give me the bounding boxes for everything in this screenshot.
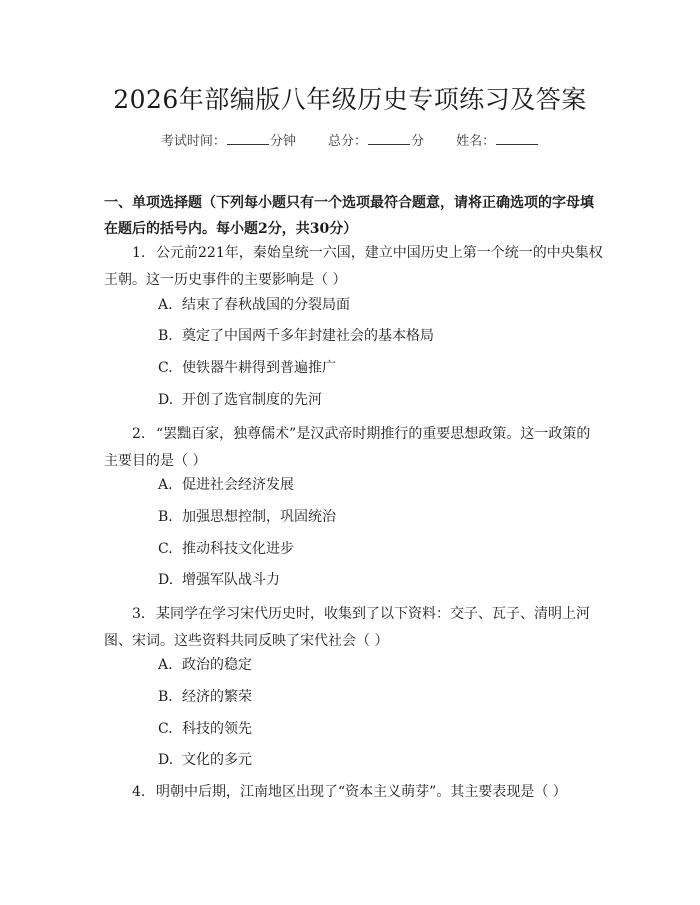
option-letter: B.	[158, 328, 173, 344]
option-text: 奠定了中国两千多年封建社会的基本格局	[182, 328, 434, 344]
option-letter: A.	[158, 657, 173, 673]
exam-info-line	[0, 132, 700, 151]
option-letter: C.	[158, 721, 173, 737]
question-3-option-b	[158, 687, 252, 707]
question-stem: 公元前221年，秦始皇统一六国，建立中国历史上第一个统一的中央集权王朝。这一历史事件的主要影响是（ ）	[104, 245, 603, 288]
exam-time-blank	[227, 132, 269, 145]
question-2	[104, 421, 604, 475]
question-number: 2.	[132, 426, 146, 442]
question-3-option-a	[158, 655, 252, 675]
question-2-option-a	[158, 475, 294, 495]
total-score-blank	[368, 132, 410, 145]
name-label: 姓名：	[456, 134, 496, 149]
question-1	[104, 240, 604, 294]
question-stem: “罢黜百家，独尊儒术”是汉武帝时期推行的重要思想政策。这一政策的主要目的是（ ）	[104, 426, 591, 469]
name-field	[456, 132, 539, 151]
option-text: 加强思想控制，巩固统治	[182, 509, 336, 525]
question-number: 1.	[132, 245, 146, 261]
option-letter: D.	[158, 392, 174, 408]
name-blank	[496, 132, 538, 145]
question-3-option-c	[158, 719, 252, 739]
question-1-option-d	[158, 390, 322, 410]
option-text: 经济的繁荣	[182, 689, 252, 705]
question-3-option-d	[158, 750, 252, 770]
option-letter: D.	[158, 752, 174, 768]
option-letter: D.	[158, 572, 174, 588]
question-2-option-b	[158, 507, 336, 527]
exam-time-field	[161, 132, 296, 151]
option-text: 推动科技文化进步	[182, 541, 294, 557]
option-text: 使铁器牛耕得到普遍推广	[182, 360, 336, 376]
question-number: 3.	[132, 606, 146, 622]
page-title: 2026年部编版八年级历史专项练习及答案	[113, 85, 587, 114]
exam-time-unit: 分钟	[269, 134, 296, 149]
total-score-unit: 分	[411, 134, 425, 149]
question-2-option-c	[158, 539, 294, 559]
option-letter: A.	[158, 297, 173, 313]
question-1-option-c	[158, 358, 336, 378]
option-text: 政治的稳定	[182, 657, 252, 673]
option-text: 促进社会经济发展	[182, 477, 294, 493]
question-stem: 某同学在学习宋代历史时，收集到了以下资料：交子、瓦子、清明上河图、宋词。这些资料共同反映了宋代社会（ ）	[104, 606, 590, 649]
section-heading: 一、单项选择题（下列每小题只有一个选项最符合题意，请将正确选项的字母填在题后的括号内。每小题2分，共30分）	[104, 195, 594, 237]
option-letter: B.	[158, 689, 173, 705]
option-letter: C.	[158, 541, 173, 557]
option-letter: B.	[158, 509, 173, 525]
option-letter: C.	[158, 360, 173, 376]
option-text: 结束了春秋战国的分裂局面	[182, 297, 350, 313]
exam-time-label: 考试时间：	[160, 134, 226, 149]
total-score-label: 总分：	[327, 134, 367, 149]
option-text: 开创了选官制度的先河	[182, 392, 322, 408]
total-score-field	[328, 132, 424, 151]
question-number: 4.	[132, 784, 146, 800]
question-1-option-a	[158, 295, 350, 315]
question-3	[104, 601, 604, 655]
question-1-option-b	[158, 326, 434, 346]
option-text: 科技的领先	[182, 721, 252, 737]
option-letter: A.	[158, 477, 173, 493]
option-text: 增强军队战斗力	[182, 572, 280, 588]
option-text: 文化的多元	[182, 752, 252, 768]
question-4	[104, 779, 604, 806]
question-stem: 明朝中后期，江南地区出现了“资本主义萌芽”。其主要表现是（ ）	[156, 784, 567, 800]
question-2-option-d	[158, 570, 280, 590]
